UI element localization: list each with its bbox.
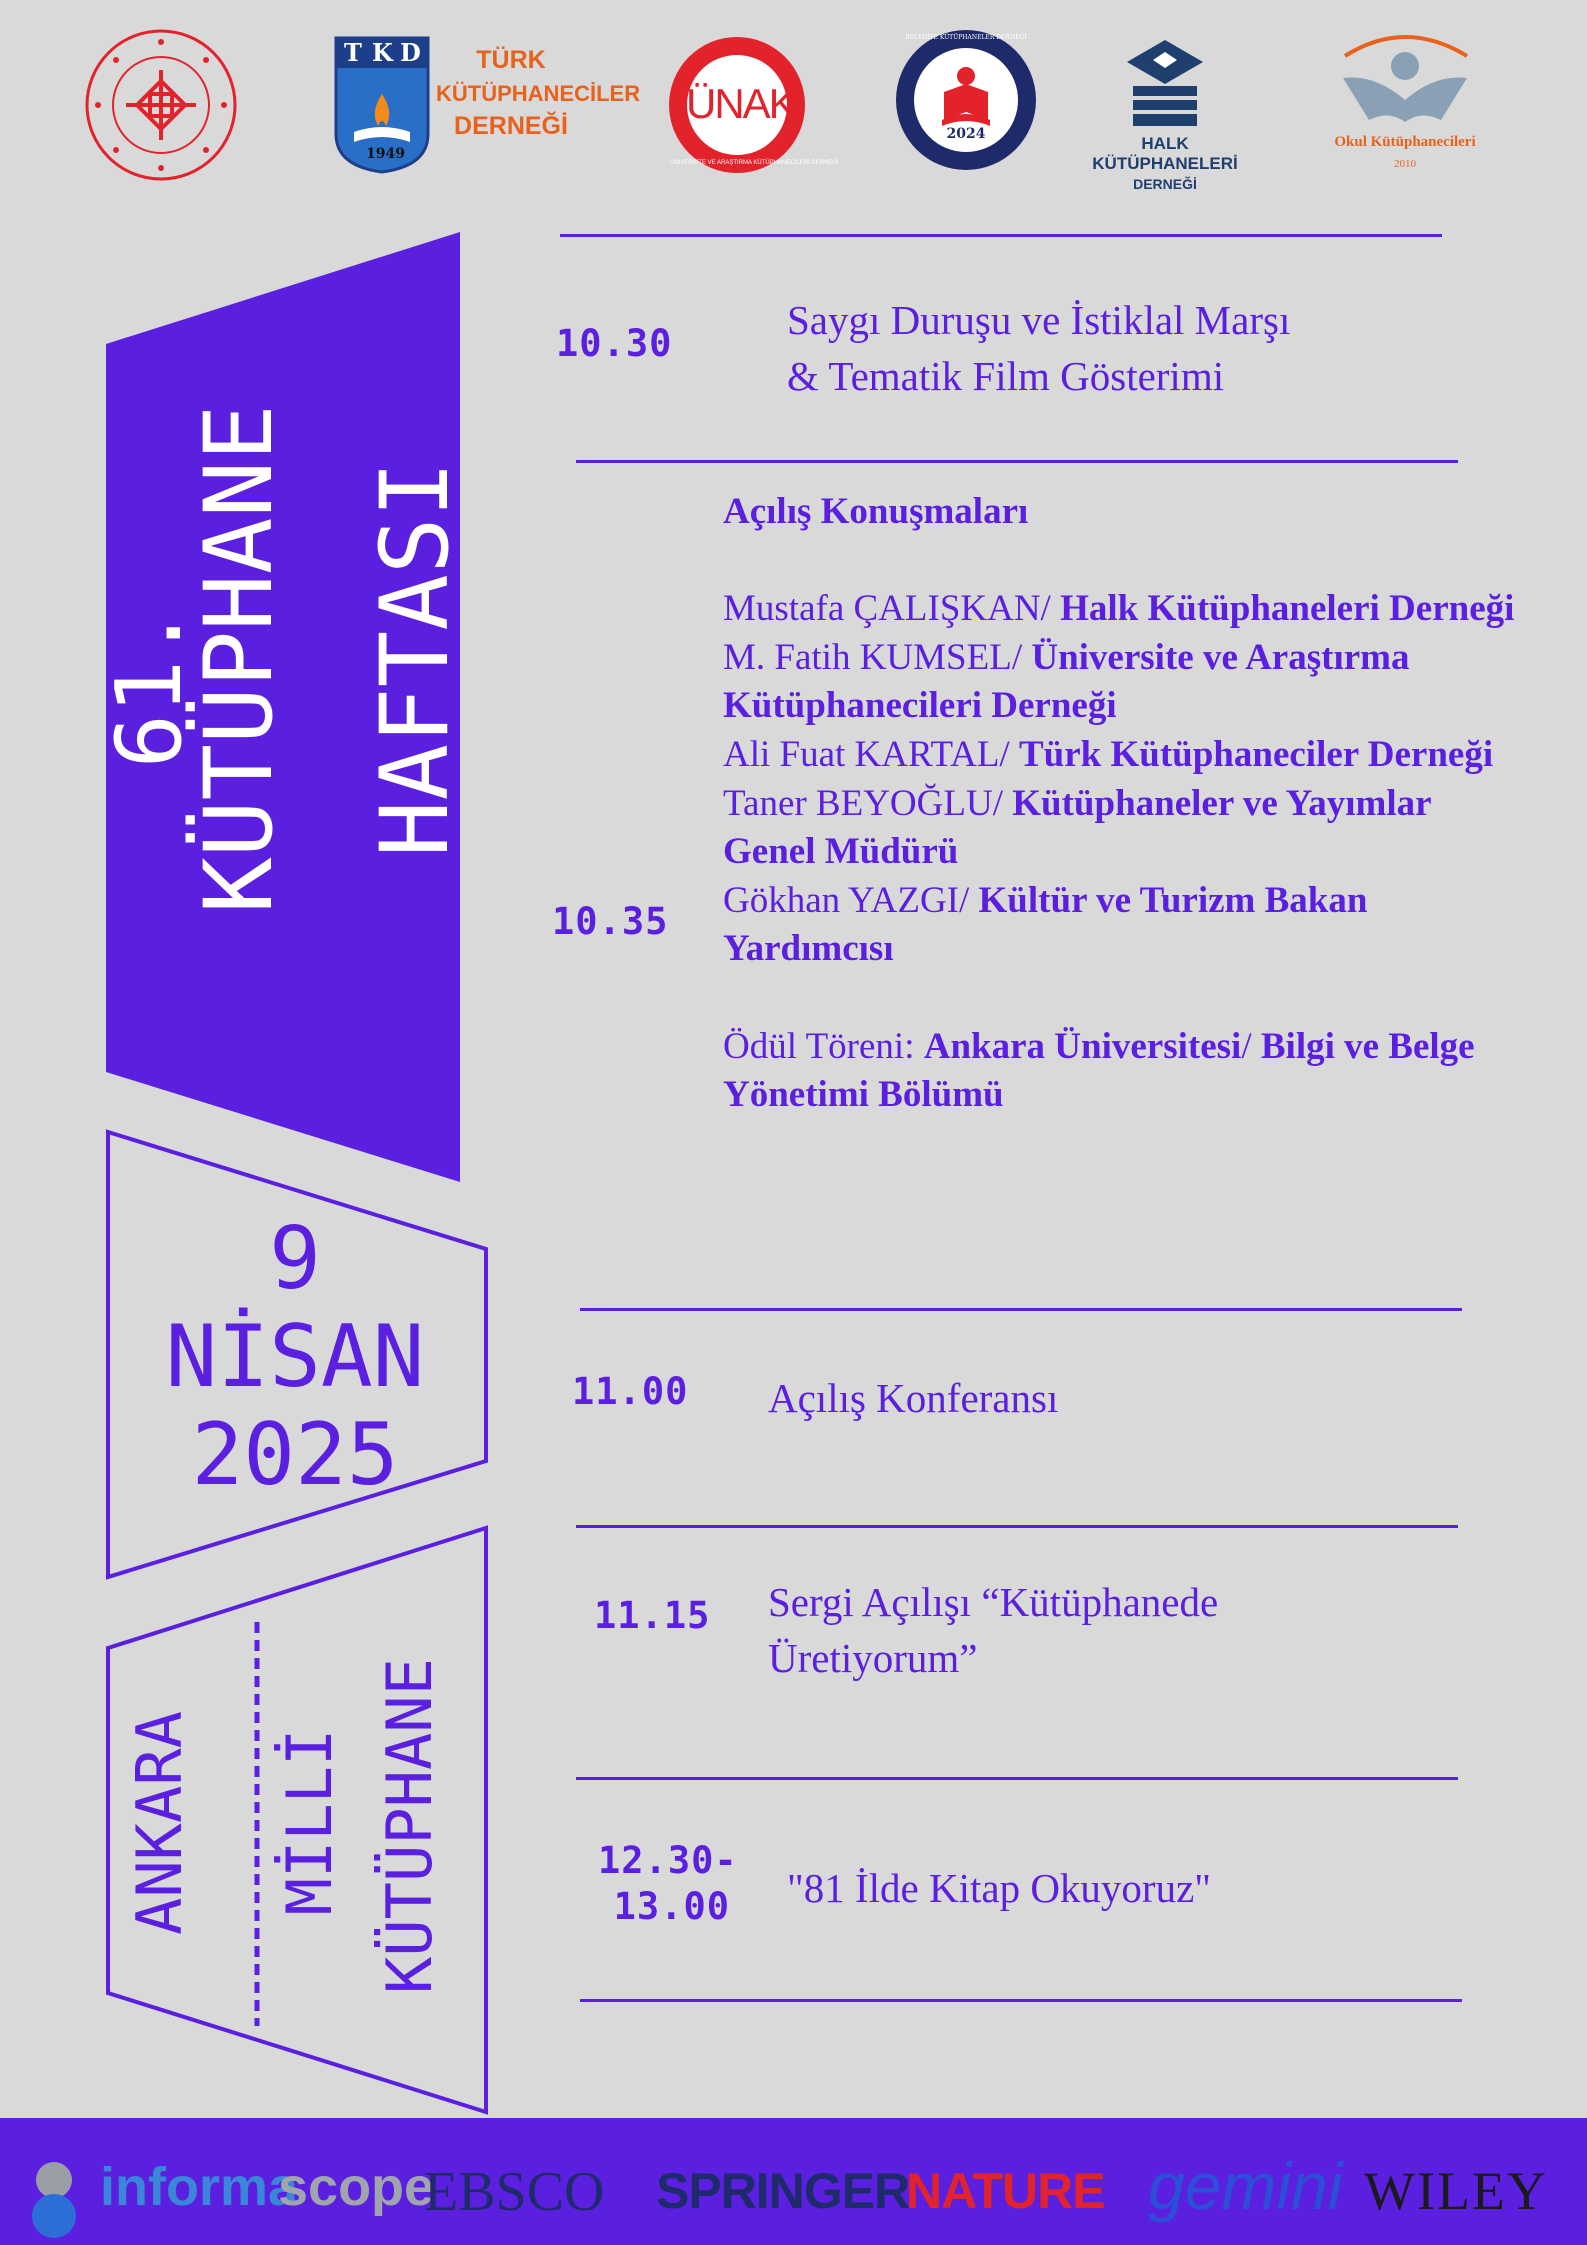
banner-number: 61. bbox=[97, 605, 202, 769]
tkd-letter-d: D bbox=[400, 38, 421, 67]
award-separator: / bbox=[1241, 1025, 1261, 1067]
time-1035: 10.35 bbox=[552, 900, 669, 943]
event-1100-line1: Açılış Konferansı bbox=[768, 1375, 1059, 1421]
event-1230 bbox=[787, 1860, 1211, 1916]
time-1100: 11.00 bbox=[572, 1370, 689, 1413]
event-1115-line2: Üretiyorum” bbox=[768, 1635, 978, 1681]
date-block bbox=[120, 1210, 470, 1504]
event-1115-line1: Sergi Açılışı “Kütüphanede bbox=[768, 1579, 1219, 1625]
tkd-name-line3: DERNEĞİ bbox=[454, 112, 568, 140]
speaker-5-name: Gökhan YAZGI/ bbox=[723, 879, 979, 921]
time-1230: 12.30- bbox=[598, 1839, 738, 1882]
divider-5 bbox=[576, 1777, 1458, 1780]
event-1030-line1: Saygı Duruşu ve İstiklal Marşı bbox=[787, 297, 1291, 343]
okul-name: Okul Kütüphanecileri bbox=[1334, 134, 1476, 150]
speaker-1-org: Halk Kütüphaneleri Derneği bbox=[1060, 588, 1515, 630]
informascope-icon bbox=[28, 2160, 80, 2240]
event-1100 bbox=[768, 1370, 1058, 1426]
award-org2: Bilgi ve Belge Yönetimi Bölümü bbox=[723, 1025, 1475, 1116]
speaker-2-org: Üniversite ve Araştırma Kütüphanecileri Derneği bbox=[723, 636, 1410, 727]
okul-year: 2010 bbox=[1394, 158, 1416, 170]
award-label: Ödül Töreni: bbox=[723, 1025, 924, 1067]
speaker-5-org: Kültür ve Turizm Bakan Yardımcısı bbox=[723, 879, 1368, 970]
sponsor-nature: NATURE bbox=[906, 2163, 1105, 2219]
sponsor-springer: SPRINGER bbox=[656, 2163, 910, 2219]
opening-speeches bbox=[723, 488, 1523, 1120]
banner-line2: HAFTASI bbox=[361, 460, 470, 858]
sponsor-wiley: WILEY bbox=[1364, 2161, 1548, 2221]
bkd-ring-text: BELEDİYE KÜTÜPHANELER DERNEĞİ bbox=[905, 34, 1027, 41]
divider-6 bbox=[580, 1999, 1462, 2002]
divider-3 bbox=[580, 1308, 1462, 1311]
bkd-year: 2024 bbox=[946, 126, 986, 142]
place-venue-line2: KÜTÜPHANE bbox=[373, 1658, 446, 1994]
speaker-3-name: Ali Fuat KARTAL/ bbox=[723, 733, 1019, 775]
divider-1 bbox=[560, 234, 1442, 237]
speaker-4-org: Kütüphaneler ve Yayımlar Genel Müdürü bbox=[723, 782, 1431, 873]
time-1115: 11.15 bbox=[594, 1594, 711, 1637]
event-1115 bbox=[768, 1574, 1218, 1686]
event-1230-line1: "81 İlde Kitap Okuyoruz" bbox=[787, 1865, 1212, 1911]
sponsor-ebsco: EBSCO bbox=[424, 2161, 605, 2223]
sponsor-informa: informa bbox=[100, 2157, 299, 2217]
speaker-4-name: Taner BEYOĞLU/ bbox=[723, 782, 1013, 824]
halk-name-line2: DERNEĞİ bbox=[1133, 176, 1197, 192]
date-year: 2025 bbox=[191, 1405, 399, 1505]
time-1230-1300 bbox=[598, 1838, 738, 1930]
time-1300: 13.00 bbox=[613, 1885, 731, 1928]
tkd-letter-t: T bbox=[344, 38, 362, 67]
unak-logo bbox=[666, 34, 839, 176]
divider-2 bbox=[576, 460, 1458, 463]
place-venue-line1: MİLLİ bbox=[273, 1728, 346, 1916]
unak-label: ÜNAK bbox=[686, 80, 795, 127]
sponsor-scope: scope bbox=[278, 2157, 435, 2217]
speaker-5 bbox=[723, 877, 1523, 974]
speaker-3-org: Türk Kütüphaneciler Derneği bbox=[1018, 733, 1494, 775]
sponsor-gemini: gemini bbox=[1148, 2149, 1343, 2223]
date-month: NİSAN bbox=[165, 1307, 425, 1407]
halk-name-line1: HALK KÜTÜPHANELERİ bbox=[1092, 134, 1238, 173]
speaker-1 bbox=[723, 585, 1523, 634]
award-org1: Ankara Üniversitesi bbox=[923, 1025, 1242, 1067]
okul-logo bbox=[1320, 30, 1490, 180]
speaker-4 bbox=[723, 780, 1523, 877]
tkd-name-line1: TÜRK bbox=[476, 46, 546, 74]
halk-logo bbox=[1090, 38, 1240, 192]
divider-4 bbox=[576, 1525, 1458, 1528]
banner-line1: KÜTÜPHANE bbox=[185, 404, 294, 914]
speaker-2-name: M. Fatih KUMSEL/ bbox=[723, 636, 1032, 678]
bkd-logo bbox=[894, 28, 1038, 172]
event-1030 bbox=[787, 292, 1290, 404]
time-1030: 10.30 bbox=[556, 322, 673, 365]
place-city: ANKARA bbox=[123, 1711, 196, 1935]
speaker-3 bbox=[723, 731, 1523, 780]
speaker-2 bbox=[723, 634, 1523, 731]
sponsor-footer bbox=[0, 2118, 1587, 2245]
award-ceremony bbox=[723, 1023, 1523, 1120]
tkd-name-line2: KÜTÜPHANECİLER bbox=[436, 81, 641, 106]
opening-speeches-heading: Açılış Konuşmaları bbox=[723, 491, 1029, 532]
event-1030-line2: & Tematik Film Gösterimi bbox=[787, 353, 1225, 399]
speaker-1-name: Mustafa ÇALIŞKAN/ bbox=[723, 588, 1061, 630]
date-day: 9 bbox=[269, 1209, 321, 1309]
halk-name bbox=[1090, 134, 1240, 194]
unak-ring-text: ÜNİVERSİTE VE ARAŞTIRMA KÜTÜPHANECİLERİ DERNEĞİ bbox=[670, 160, 839, 166]
tkd-letter-k: K bbox=[372, 38, 393, 67]
tkd-year: 1949 bbox=[366, 146, 405, 162]
